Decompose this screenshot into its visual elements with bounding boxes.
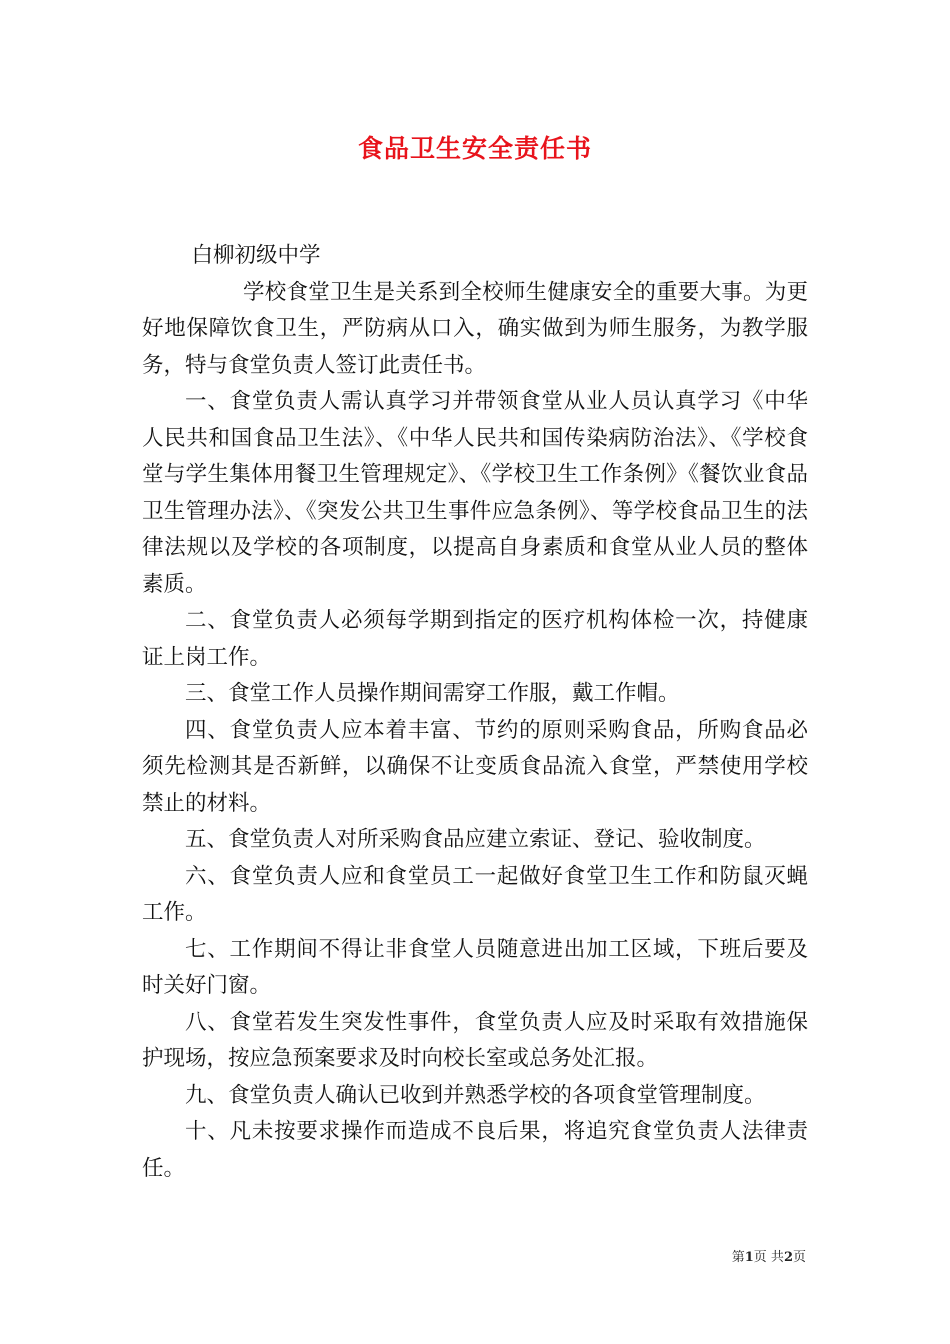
clause-paragraph: 九、食堂负责人确认已收到并熟悉学校的各项食堂管理制度。 (185, 1082, 766, 1108)
page-number-footer (732, 1249, 806, 1267)
footer-total-pages: 2 (783, 1250, 793, 1265)
footer-current-page: 1 (744, 1250, 754, 1265)
document-body (142, 238, 808, 1187)
clause-paragraph: 四、食堂负责人应本着丰富、节约的原则采购食品，所购食品必须先检测其是否新鲜，以确保不让变质食品流入食堂，严禁使用学校禁止的材料。 (142, 717, 808, 816)
school-name: 白柳初级中学 (191, 243, 321, 268)
footer-prefix: 第 (731, 1250, 745, 1265)
clause-paragraph: 八、食堂若发生突发性事件，食堂负责人应及时采取有效措施保护现场，按应急预案要求及时向校长室或总务处汇报。 (142, 1009, 808, 1071)
intro-paragraph: 学校食堂卫生是关系到全校师生健康安全的重要大事。为更好地保障饮食卫生，严防病从口入，确实做到为师生服务，为教学服务，特与食堂负责人签订此责任书。 (142, 279, 808, 378)
footer-middle: 页 共 (753, 1250, 784, 1265)
clause-paragraph: 十、凡未按要求操作而造成不良后果，将追究食堂负责人法律责任。 (142, 1119, 808, 1181)
clause-paragraph: 六、食堂负责人应和食堂员工一起做好食堂卫生工作和防鼠灭蝇工作。 (142, 863, 808, 925)
clause-paragraph: 一、食堂负责人需认真学习并带领食堂从业人员认真学习《中华人民共和国食品卫生法》、《中华人民共和国传染病防治法》、《学校食堂与学生集体用餐卫生管理规定》、《学校卫生工作条例》《餐饮业食品卫生管理办法》、《突发公共卫生事件应急条例》、等学校食品卫生的法律法规以及学校的各项制度，以提高自身素质和食堂从业人员的整体素质。 (142, 389, 808, 597)
document-title: 食品卫生安全责任书 (357, 134, 592, 163)
clause-paragraph: 七、工作期间不得让非食堂人员随意进出加工区域，下班后要及时关好门窗。 (142, 936, 808, 998)
clause-paragraph: 五、食堂负责人对所采购食品应建立索证、登记、验收制度。 (185, 827, 766, 852)
clause-paragraph: 三、食堂工作人员操作期间需穿工作服，戴工作帽。 (185, 681, 680, 706)
footer-suffix: 页 (792, 1250, 806, 1265)
clause-paragraph: 二、食堂负责人必须每学期到指定的医疗机构体检一次，持健康证上岗工作。 (142, 608, 808, 670)
